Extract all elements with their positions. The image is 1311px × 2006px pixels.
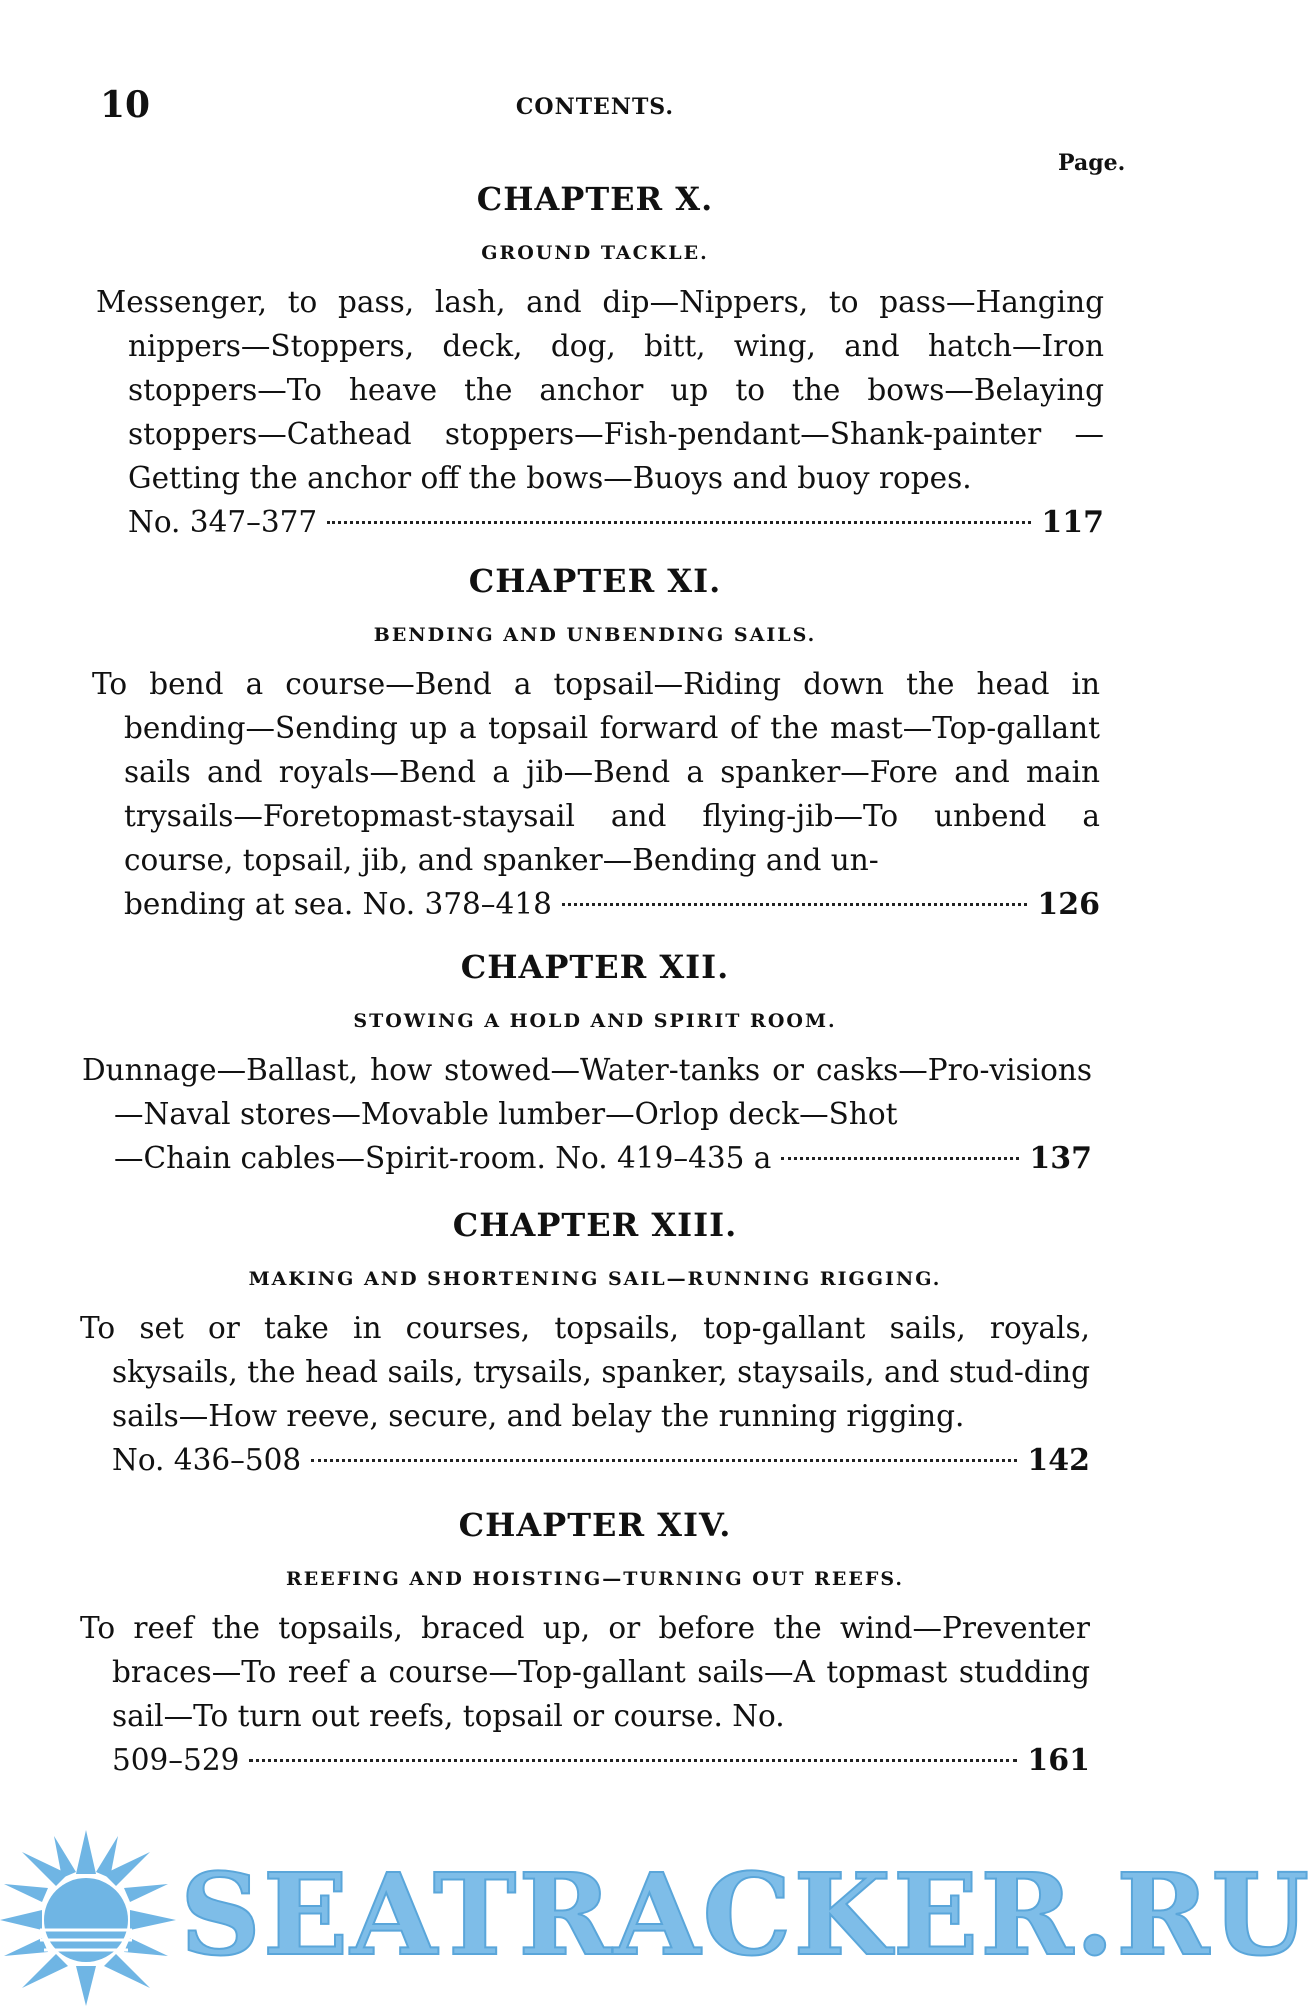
chapter-subtitle: REEFING AND HOISTING—TURNING OUT REEFS. <box>285 1568 904 1590</box>
chapter-entry <box>82 1048 1092 1181</box>
entry-tail: —Chain cables—Spirit-room. No. 419–435 a <box>114 1141 772 1175</box>
chapter-heading: CHAPTER XIV. <box>458 1506 732 1544</box>
page-ref: 137 <box>1029 1141 1092 1176</box>
chapter-subtitle: STOWING A HOLD AND SPIRIT ROOM. <box>353 1010 837 1032</box>
chapter-entry <box>80 1606 1090 1783</box>
page-column-label: Page. <box>1058 150 1126 176</box>
running-title: CONTENTS. <box>515 94 675 120</box>
page-ref: 161 <box>1027 1743 1090 1778</box>
dot-leader <box>311 1459 1017 1462</box>
entry-body: To reef the topsails, braced up, or before the wind—Preventer braces—To reef a course—Top-gallant sails—A topmast studding sail—To turn out reefs, topsail or course. No. <box>80 1611 1090 1733</box>
entry-tail: No. 347–377 <box>128 505 318 539</box>
chapter-subtitle: GROUND TACKLE. <box>481 242 709 264</box>
entry-body: To bend a course—Bend a topsail—Riding down the head in bending—Sending up a topsail forward of the mast—Top-gallant sails and royals—Bend a jib—Bend a spanker—Fore and main trysails—Foretopmast-staysail and flying-jib—To unbend a course, topsail, jib, and spanker—Bending and un- <box>92 667 1100 877</box>
entry-body: Dunnage—Ballast, how stowed—Water-tanks or casks—Pro-visions—Naval stores—Movable lumber—Orlop deck—Shot <box>82 1053 1092 1131</box>
entry-body: To set or take in courses, topsails, top-gallant sails, royals, skysails, the head sails, trysails, spanker, staysails, and stud-ding sails—How reeve, secure, and belay the running rigging. <box>80 1311 1090 1433</box>
chapter-heading: CHAPTER XI. <box>468 562 722 600</box>
chapter-heading: CHAPTER XII. <box>460 948 730 986</box>
dot-leader <box>327 521 1031 524</box>
watermark-text: SEATRACKER.RU <box>180 1850 1311 1981</box>
dot-leader <box>781 1157 1019 1160</box>
dot-leader <box>249 1759 1017 1762</box>
dot-leader <box>562 903 1028 906</box>
page-number: 10 <box>100 84 151 126</box>
chapter-subtitle: MAKING AND SHORTENING SAIL—RUNNING RIGGING. <box>248 1268 942 1290</box>
sun-logo-icon <box>0 1830 176 2006</box>
chapter-heading: CHAPTER X. <box>476 180 714 218</box>
page-ref: 142 <box>1027 1443 1090 1478</box>
chapter-subtitle: BENDING AND UNBENDING SAILS. <box>373 624 817 646</box>
chapter-entry <box>92 662 1100 927</box>
page-ref: 126 <box>1037 887 1100 922</box>
entry-tail: No. 436–508 <box>112 1443 302 1477</box>
entry-tail-line <box>112 1738 1090 1783</box>
chapter-entry <box>80 1306 1090 1483</box>
chapter-entry <box>96 280 1104 545</box>
page-ref: 117 <box>1041 505 1104 540</box>
watermark <box>0 1830 1311 2006</box>
chapter-heading: CHAPTER XIII. <box>452 1206 738 1244</box>
entry-tail: bending at sea. No. 378–418 <box>124 887 552 921</box>
entry-tail-line <box>124 882 1100 927</box>
entry-tail-line <box>114 1136 1092 1181</box>
entry-tail: 509–529 <box>112 1743 240 1777</box>
entry-tail-line <box>112 1438 1090 1483</box>
entry-tail-line <box>128 500 1104 545</box>
entry-body: Messenger, to pass, lash, and dip—Nippers, to pass—Hanging nippers—Stoppers, deck, dog, bitt, wing, and hatch—Iron stoppers—To heave the anchor up to the bows—Belaying stoppers—Cathead stoppers—Fish-pendant—Shank-painter —Getting the anchor off the bows—Buoys and buoy ropes. <box>96 285 1104 495</box>
